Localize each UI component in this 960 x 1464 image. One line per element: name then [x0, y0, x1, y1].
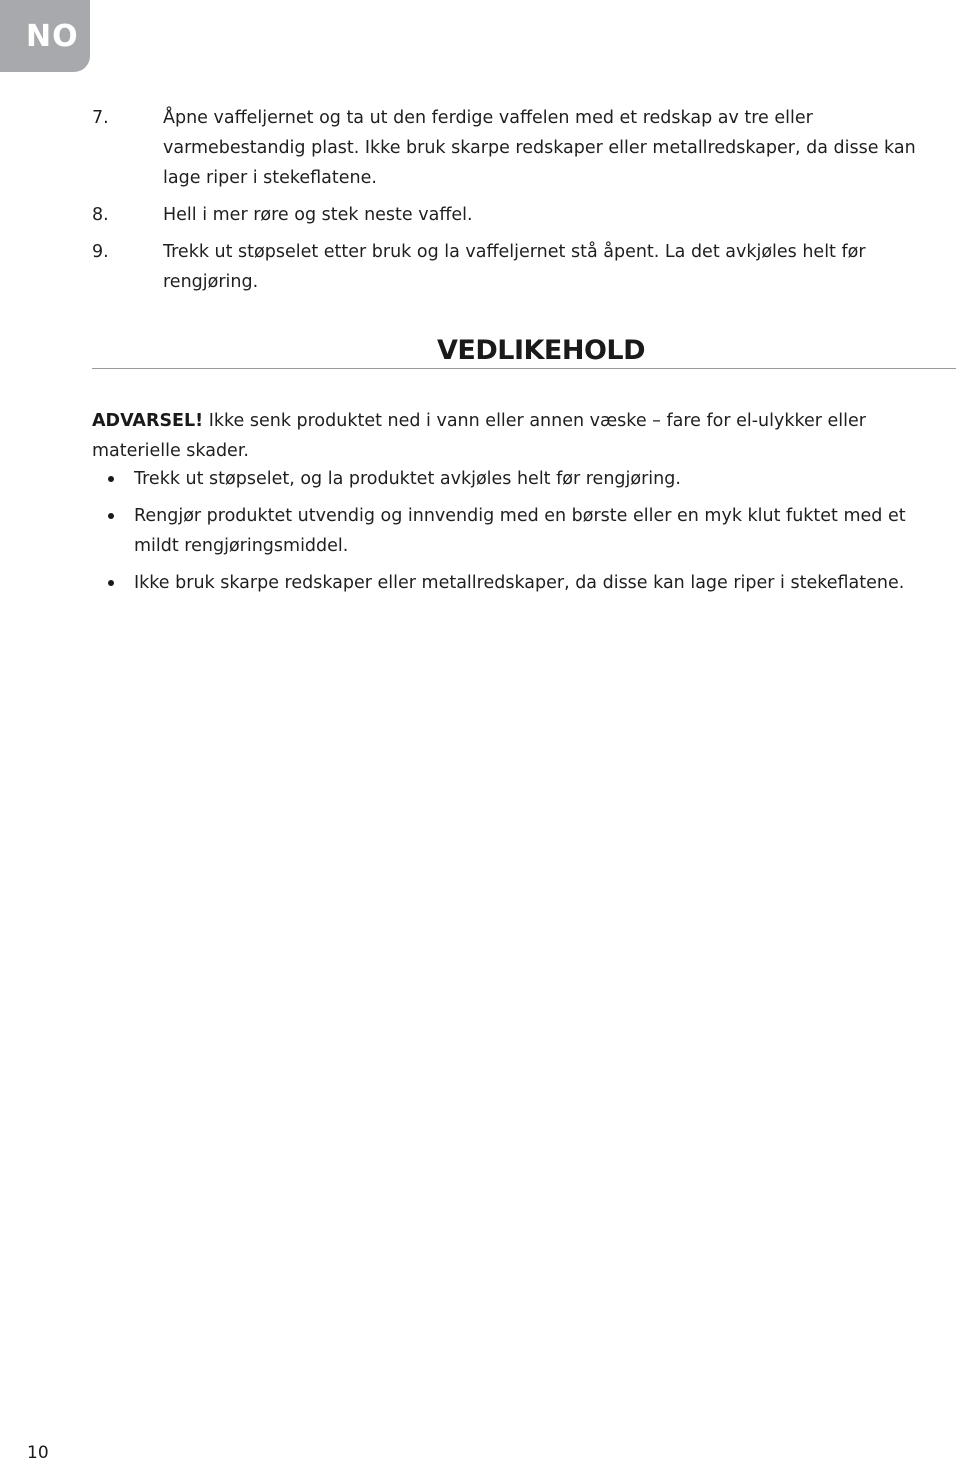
language-tab	[0, 0, 90, 72]
step-number: 9.	[92, 242, 109, 262]
list-item	[92, 464, 942, 494]
bullet-dot-icon	[108, 513, 114, 519]
maintenance-bullet-list	[92, 464, 942, 605]
section-heading: VEDLIKEHOLD	[437, 335, 646, 366]
list-item-text: Ikke bruk skarpe redskaper eller metallredskaper, da disse kan lage riper i stekeflatene.	[134, 573, 905, 593]
instruction-steps	[92, 103, 942, 304]
page-number: 10	[27, 1443, 49, 1463]
list-item-text: Rengjør produktet utvendig og innvendig med en børste eller en myk klut fuktet med et mildt rengjøringsmiddel.	[134, 506, 906, 556]
step-number: 8.	[92, 205, 109, 225]
warning-paragraph	[92, 406, 952, 466]
step-text: Trekk ut støpselet etter bruk og la vaffeljernet stå åpent. La det avkjøles helt før rengjøring.	[163, 242, 866, 292]
step-item	[92, 237, 942, 297]
warning-label: ADVARSEL!	[92, 411, 204, 431]
list-item	[92, 568, 942, 598]
warning-text: Ikke senk produktet ned i vann eller annen væske – fare for el-ulykker eller materielle skader.	[92, 411, 866, 461]
step-text: Åpne vaffeljernet og ta ut den ferdige vaffelen med et redskap av tre eller varmebestandig plast. Ikke bruk skarpe redskaper eller metallredskaper, da disse kan lage riper i stekeflatene.	[163, 108, 916, 188]
step-number: 7.	[92, 108, 109, 128]
step-item	[92, 103, 942, 193]
step-text: Hell i mer røre og stek neste vaffel.	[163, 205, 473, 225]
section-divider	[92, 368, 956, 369]
bullet-dot-icon	[108, 580, 114, 586]
list-item-text: Trekk ut støpselet, og la produktet avkjøles helt før rengjøring.	[134, 469, 681, 489]
list-item	[92, 501, 942, 561]
bullet-dot-icon	[108, 476, 114, 482]
step-item	[92, 200, 942, 230]
language-tab-label: NO	[26, 18, 79, 54]
